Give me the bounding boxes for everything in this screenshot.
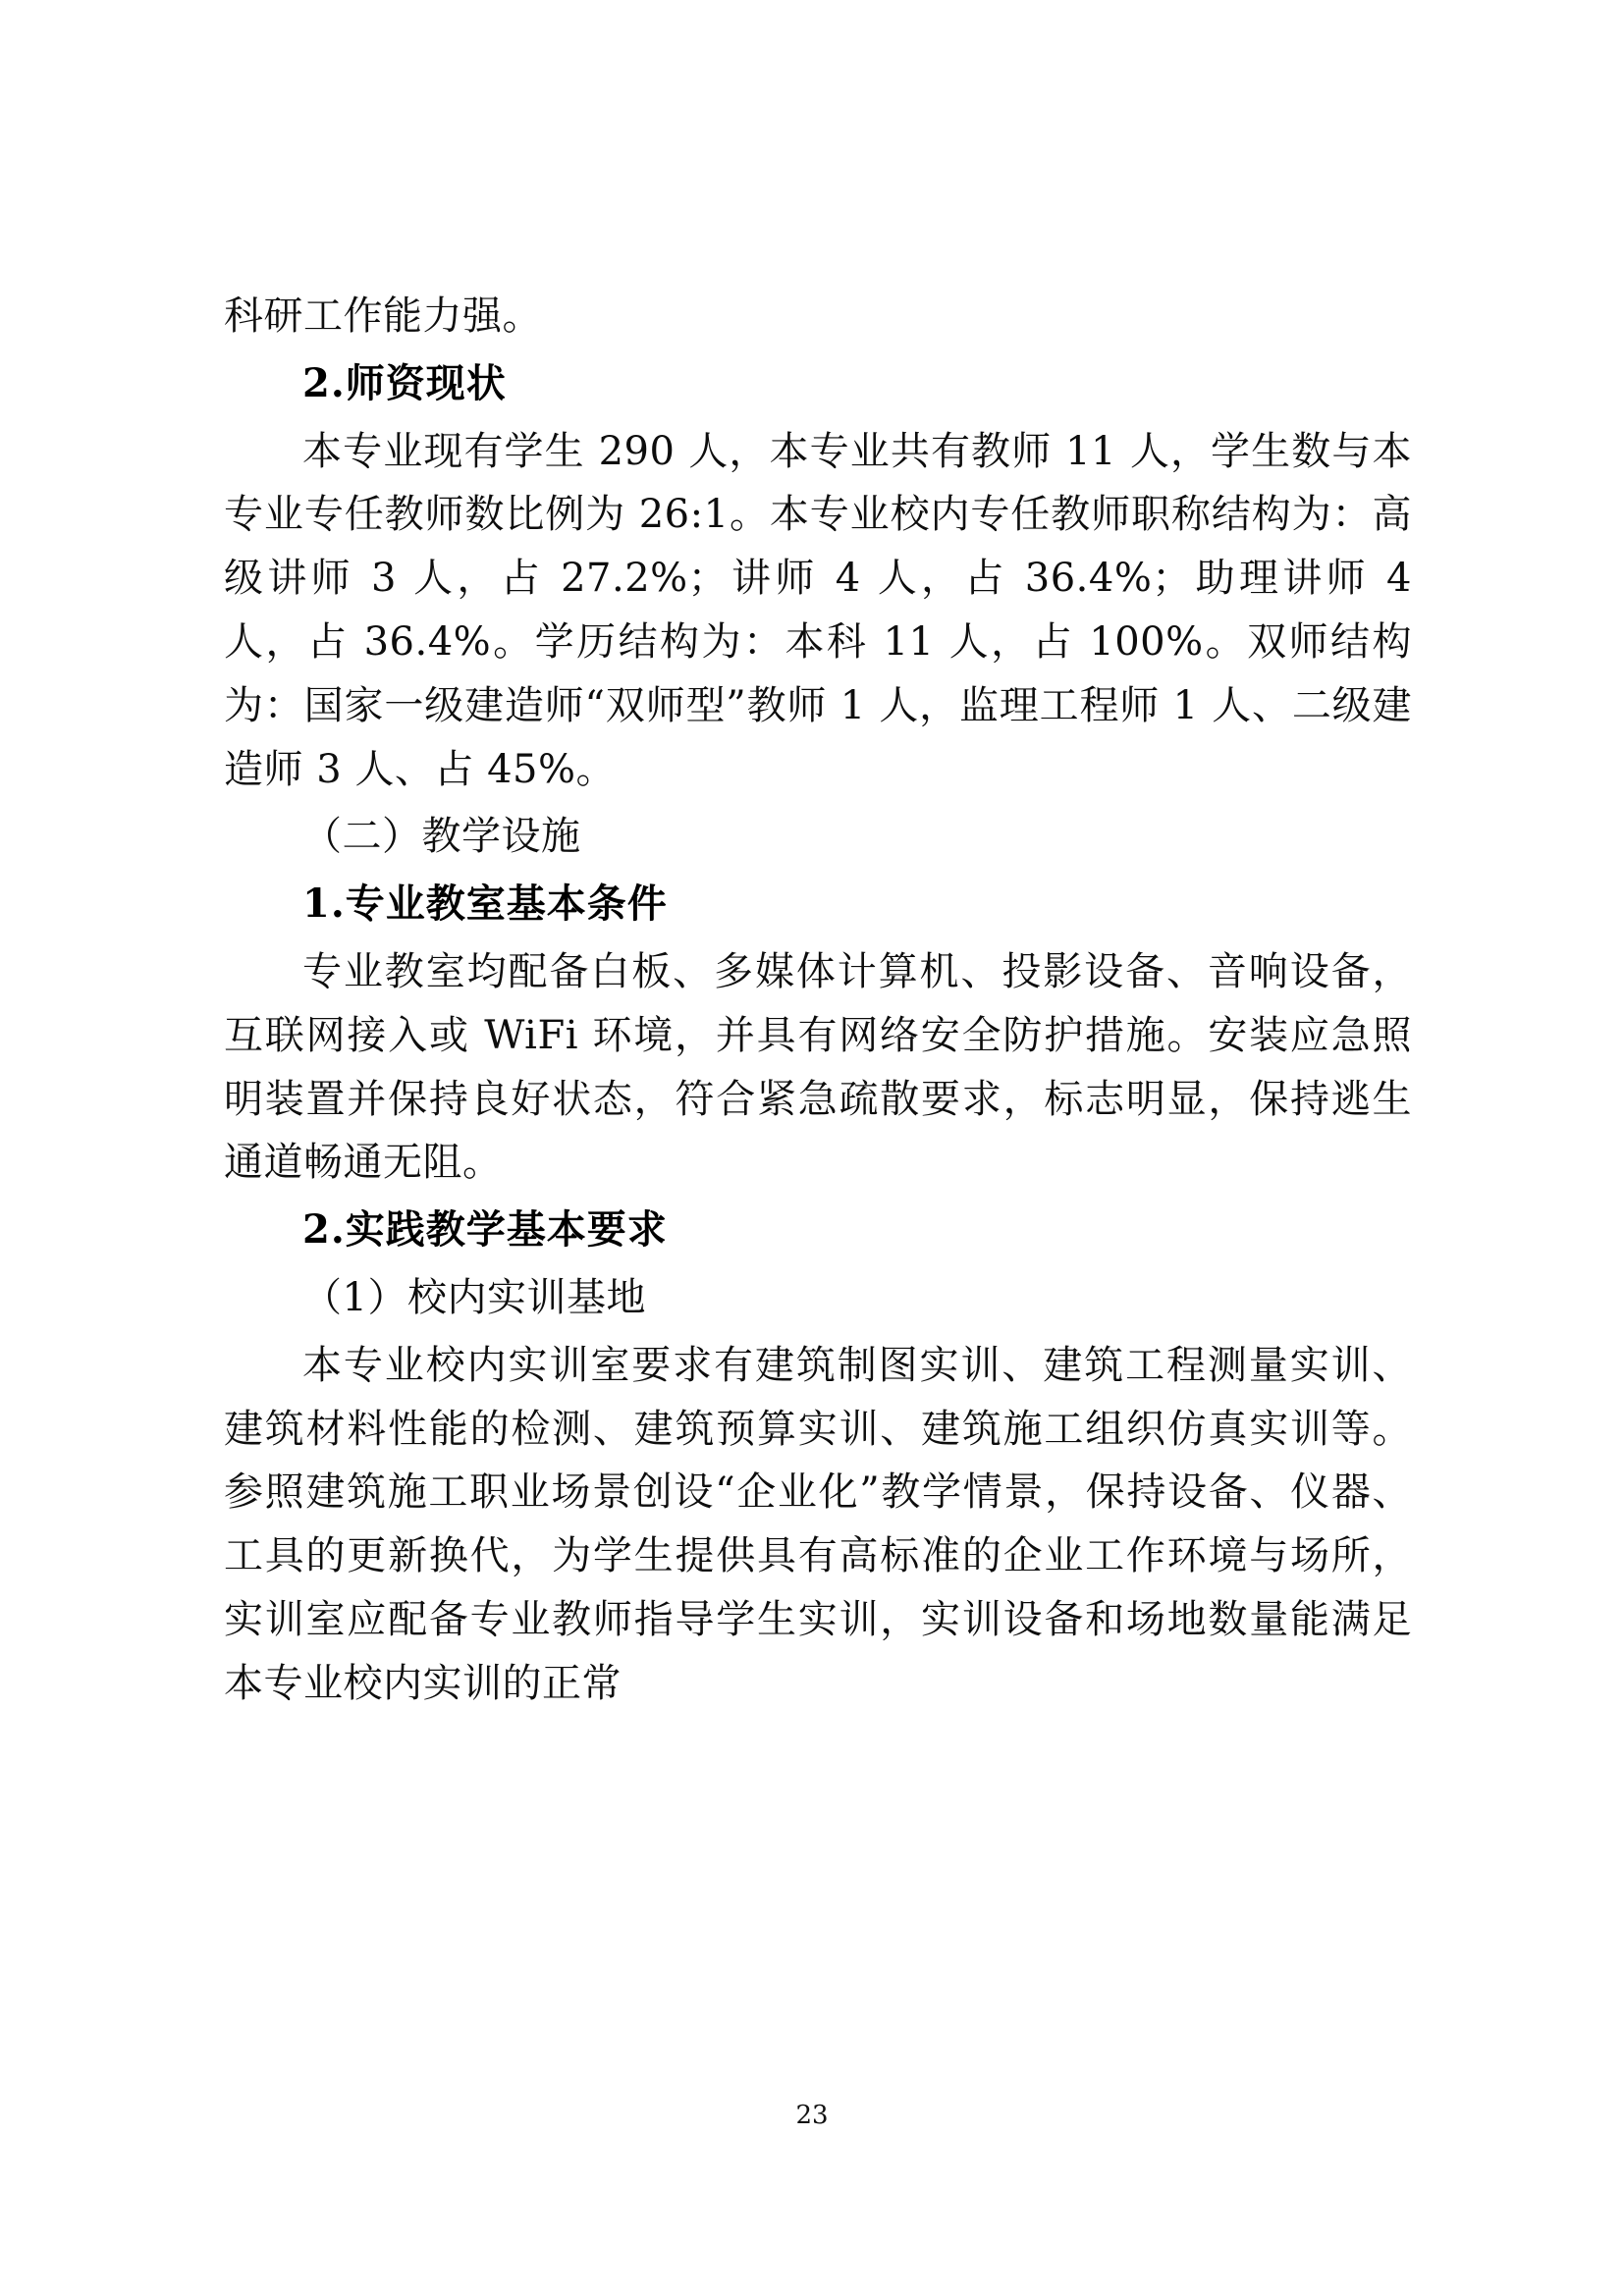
paragraph-on-campus-training-base: 本专业校内实训室要求有建筑制图实训、建筑工程测量实训、建筑材料性能的检测、建筑预算实训、建筑施工组织仿真实训等。参照建筑施工职业场景创设“企业化”教学情景，保持设备、仪器、工具的更新换代，为学生提供具有高标准的企业工作环境与场所，实训室应配备专业教师指导学生实训，实训设备和场地数量能满足本专业校内实训的正常	[224, 1342, 1412, 1706]
subheading-teaching-facilities: （二）教学设施	[302, 814, 581, 860]
heading-teacher-status: 2.师资现状	[302, 359, 507, 406]
paragraph-teacher-status: 本专业现有学生 290 人，本专业共有教师 11 人，学生数与本专业专任教师数比例为 26:1。本专业校内专任教师职称结构为：高级讲师 3 人，占 27.2%；讲师 4 人，占 36.4%；助理讲师 4 人，占 36.4%。学历结构为：本科 11 人，占 100%。双师结构为：国家一级建造师“双师型”教师 1 人，监理工程师 1 人、二级建造师 3 人、占 45%。	[224, 428, 1412, 792]
subheading-on-campus-training-base: （1）校内实训基地	[302, 1274, 646, 1320]
paragraph-classroom-conditions: 专业教室均配备白板、多媒体计算机、投影设备、音响设备，互联网接入或 WiFi 环境，并具有网络安全防护措施。安装应急照明装置并保持良好状态，符合紧急疏散要求，标志明显，保持逃生通道畅通无阻。	[224, 948, 1412, 1186]
paragraph-continued: 科研工作能力强。	[224, 294, 542, 339]
page-content	[224, 285, 1412, 1720]
heading-practical-teaching: 2.实践教学基本要求	[302, 1206, 668, 1254]
page-number: 23	[795, 2101, 829, 2130]
heading-classroom-conditions: 1.专业教室基本条件	[302, 881, 668, 928]
